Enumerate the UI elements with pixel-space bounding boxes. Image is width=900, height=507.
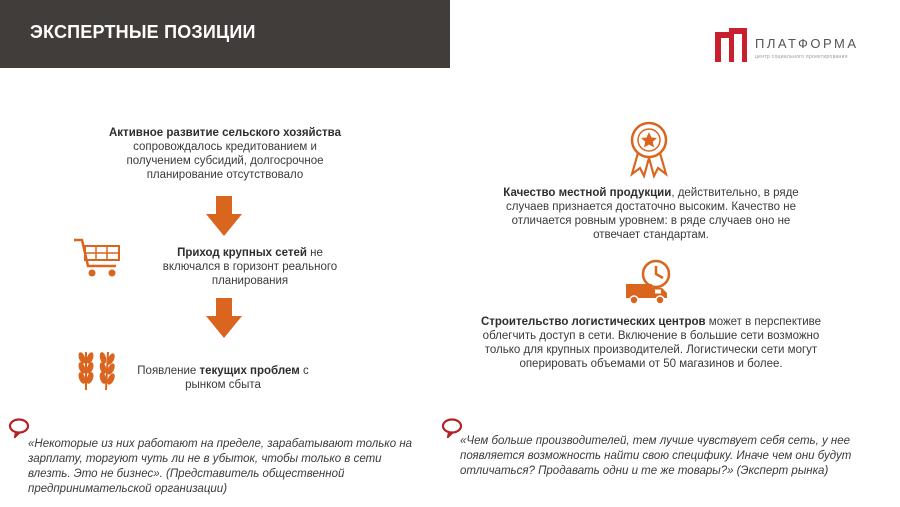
speech-bubble-icon [8, 418, 30, 438]
delivery-truck-clock-icon [622, 258, 678, 306]
right-block-2-bold: Строительство логистических центров [480, 316, 706, 328]
right-block-2 [478, 315, 824, 371]
left-block-2 [150, 246, 350, 288]
left-block-1-bold: Активное развитие сельского хозяйства [109, 127, 341, 139]
right-block-1-bold: Качество местной продукции [503, 187, 672, 199]
left-block-3-pre: Появление [137, 365, 200, 377]
left-expert-quote: «Некоторые из них работают на пределе, зарабатывают только на зарплату, торгуют чуть ли не в убыток, чтобы только в сети влезть. Это не бизнес». (Представитель общественной предпринимательской организации) [28, 438, 413, 495]
logo [715, 28, 895, 68]
logo-subtitle: центр социального проектирования [755, 54, 848, 60]
award-medal-icon [624, 120, 674, 180]
logo-name: ПЛАТФОРМА [755, 36, 859, 51]
shopping-cart-icon [72, 236, 124, 278]
left-block-1-text: сопровождалось кредитованием и получением субсидий, долгосрочное планирование отсутствовало [126, 141, 324, 181]
left-block-3-text: с рынком сбыта [185, 365, 309, 391]
right-block-1-text: , действительно, в ряде случаев признается достаточно высоким. Качество не отличается ровным уровнем: в ряде случаев оно не отвечает стандартам. [505, 187, 799, 241]
right-expert-quote: «Чем больше производителей, тем лучше чувствует себя сеть, у нее появляется возможность найти свою специфику. Иначе чем они будут отличаться? Продавать одни и те же товары?» (Эксперт рынка) [460, 435, 852, 477]
down-arrow-icon [206, 196, 242, 236]
right-block-1 [490, 186, 812, 242]
left-block-2-text: не включался в горизонт реального планирования [162, 247, 338, 287]
left-block-3 [122, 364, 324, 392]
wheat-icon [72, 346, 120, 392]
left-block-3-bold: текущих проблем [199, 365, 300, 377]
page-title: ЭКСПЕРТНЫЕ ПОЗИЦИИ [30, 22, 256, 42]
header-bar [0, 0, 450, 68]
left-block-2-bold: Приход крупных сетей [177, 247, 307, 259]
down-arrow-icon [206, 298, 242, 338]
left-block-1 [100, 126, 350, 182]
right-block-2-text: может в перспективе облегчить доступ в сети. Включение в большие сети возможно только для крупных производителей. Логистически сети могут оперировать объемами от 50 магазинов и более. [482, 316, 822, 370]
platforma-logo-icon [715, 28, 747, 62]
